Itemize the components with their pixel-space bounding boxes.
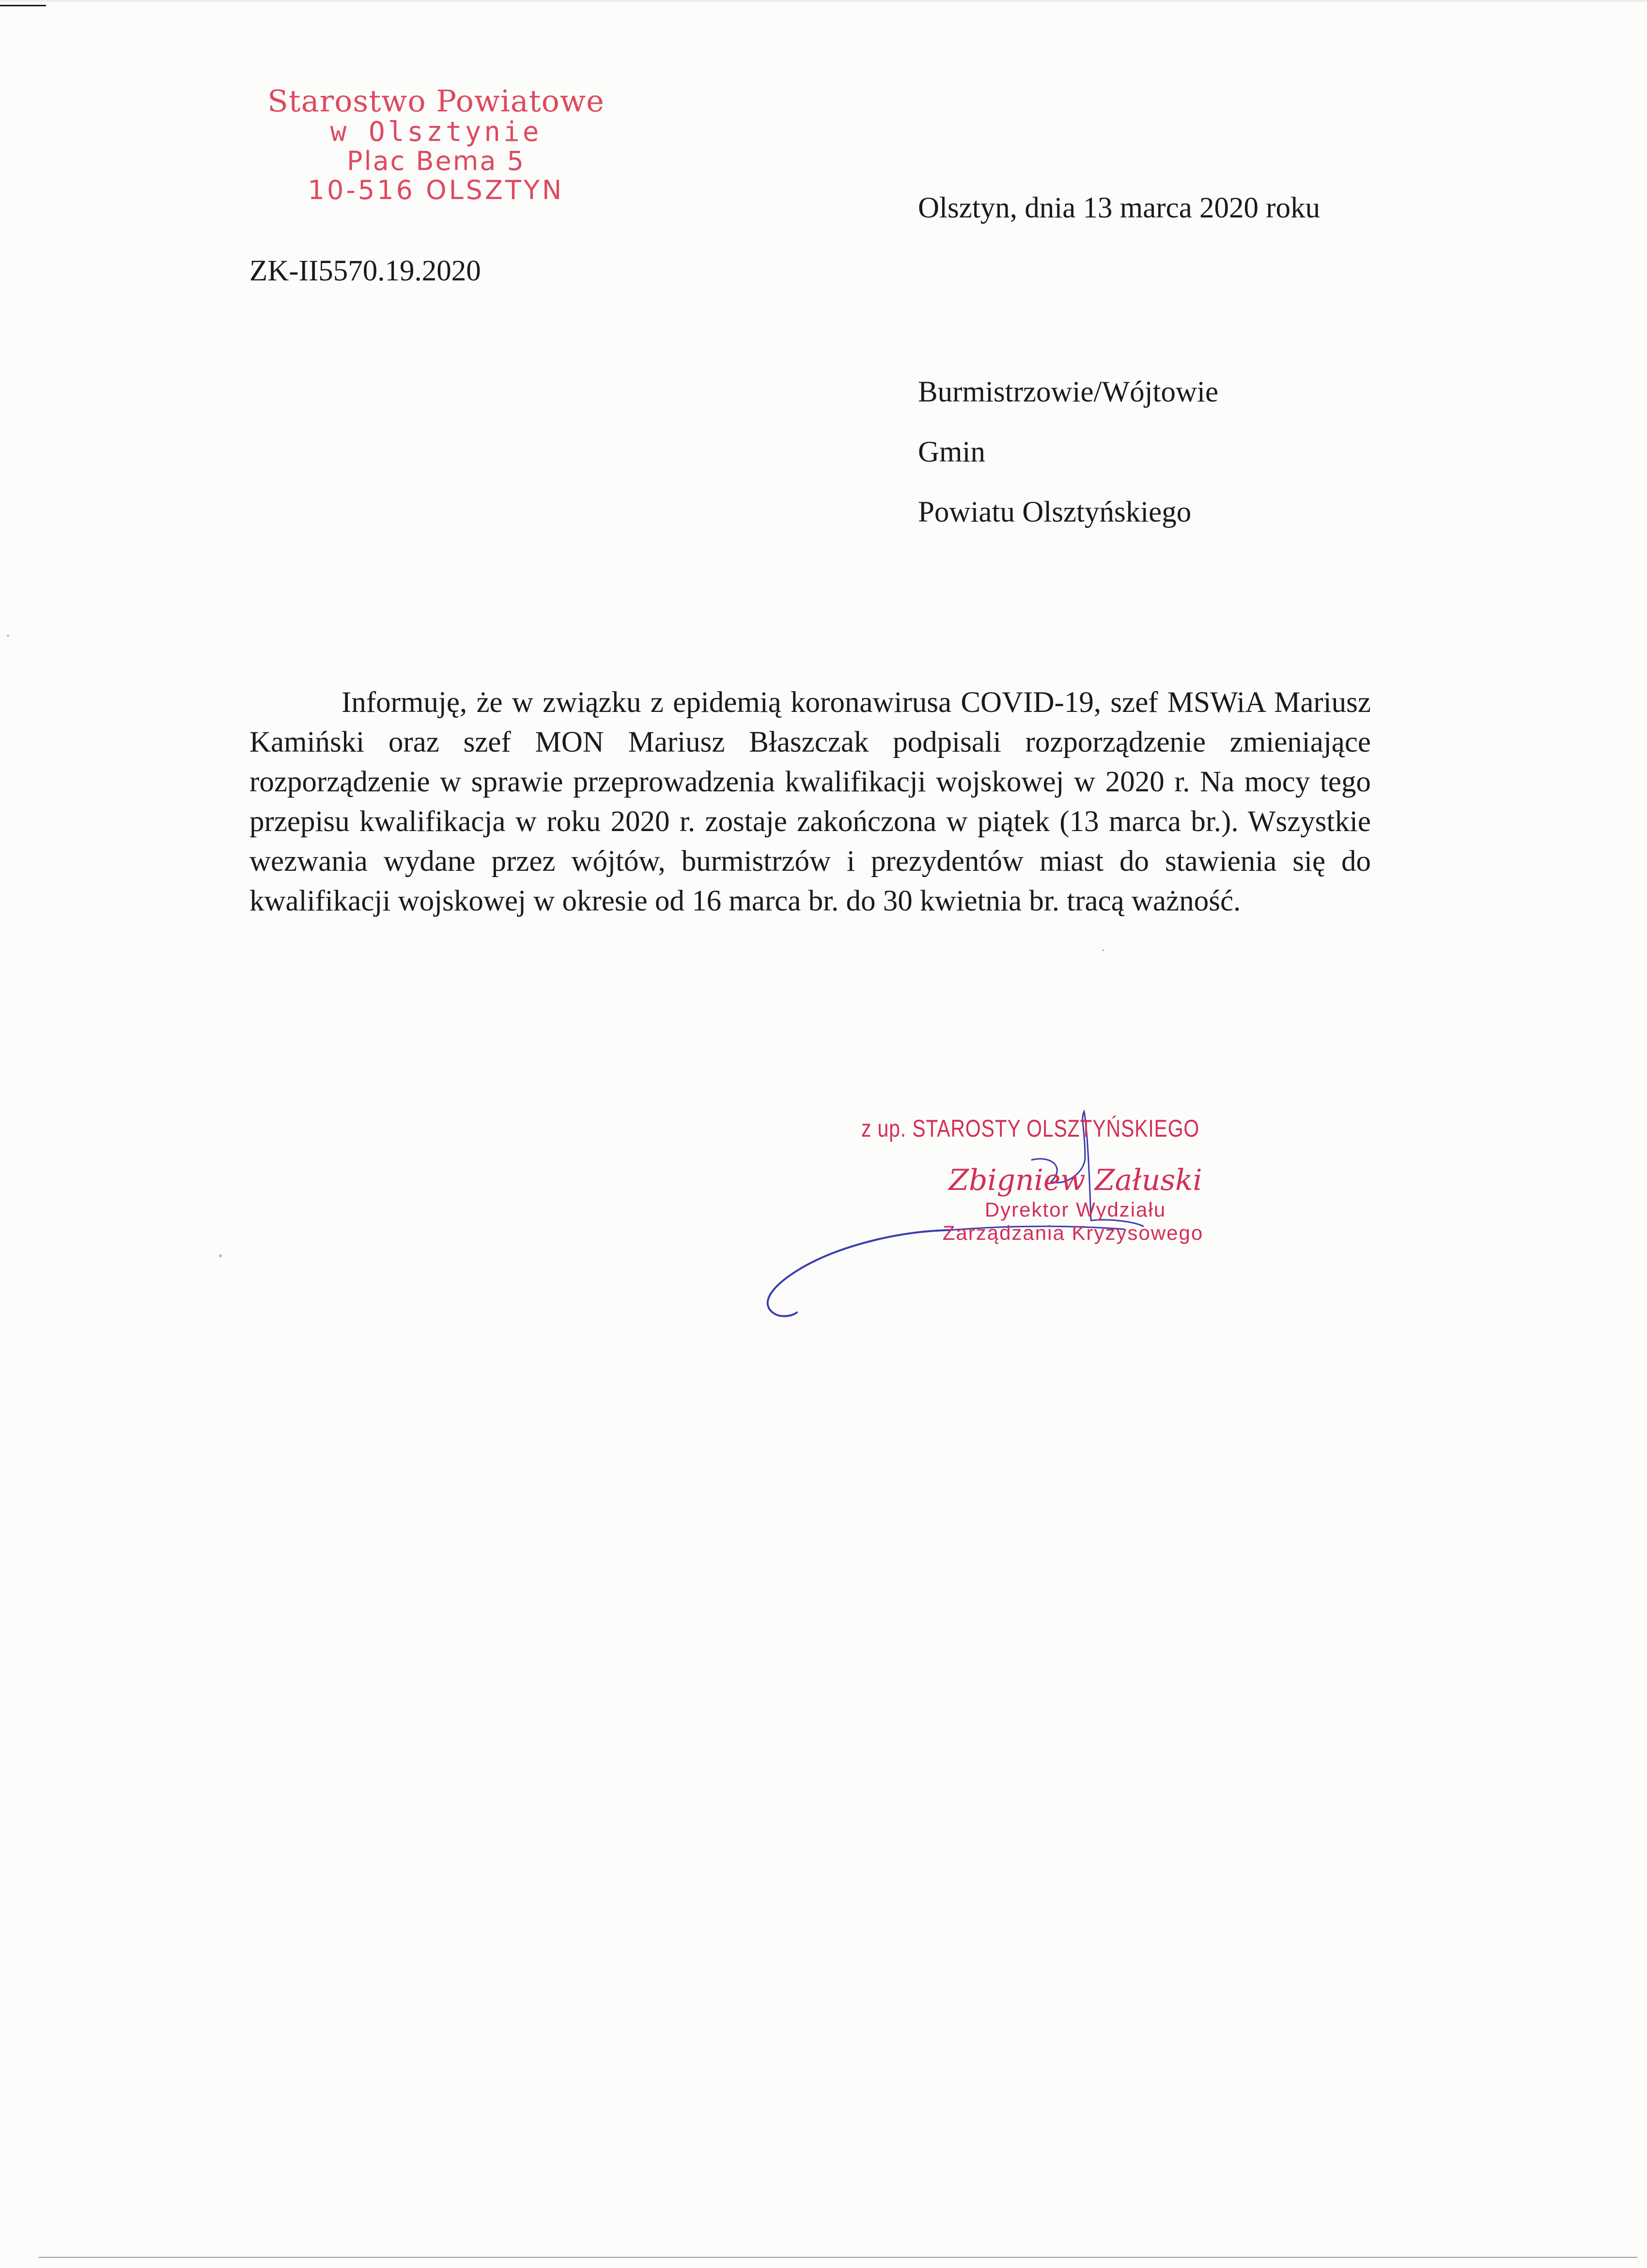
stamp-line-city: w Olsztynie	[330, 116, 542, 148]
signature-block	[848, 1114, 1245, 1245]
body-paragraph: Informuję, że w związku z epidemią koronawirusa COVID-19, szef MSWiA Mariusz Kamiński oraz szef MON Mariusz Błaszczak podpisali rozporządzenie zmieniające rozporządzenie w sprawie przeprowadzenia kwalifikacji wojskowej w 2020 r. Na mocy tego przepisu kwalifikacja w roku 2020 r. zostaje zakończona w piątek (13 marca br.). Wszystkie wezwania wydane przez wójtów, burmistrzów i prezydentów miast do stawienia się do kwalifikacji wojskowej w okresie od 16 marca br. do 30 kwietnia br. tracą ważność.	[249, 686, 1371, 917]
date-line: Olsztyn, dnia 13 marca 2020 roku	[918, 192, 1321, 224]
scan-speck	[7, 634, 9, 637]
signatory-title: Dyrektor Wydziału	[984, 1198, 1166, 1221]
addressee-line: Gmin	[918, 436, 985, 468]
office-stamp	[262, 85, 610, 205]
addressee-block	[918, 373, 1218, 553]
scan-edge	[0, 0, 1647, 3]
stamp-line-postcode: 10-516 OLSZTYN	[308, 175, 564, 205]
scan-speck	[219, 1254, 222, 1257]
scan-edge-bottom	[39, 2257, 1637, 2258]
scan-speck	[1102, 949, 1104, 951]
addressee-line: Burmistrzowie/Wójtowie	[918, 376, 1219, 408]
signatory-name: Zbigniew Załuski	[948, 1163, 1202, 1197]
addressee-line: Powiatu Olsztyńskiego	[918, 496, 1192, 528]
stamp-line-street: Plac Bema 5	[347, 146, 525, 176]
signature-authority: z up. STAROSTY OLSZTYŃSKIEGO	[861, 1115, 1200, 1142]
stamp-line-office: Starostwo Powiatowe	[267, 83, 605, 119]
reference-number: ZK-II5570.19.2020	[249, 255, 481, 287]
signatory-department: Zarządzania Kryzysowego	[942, 1221, 1204, 1244]
scan-mark	[0, 5, 46, 6]
